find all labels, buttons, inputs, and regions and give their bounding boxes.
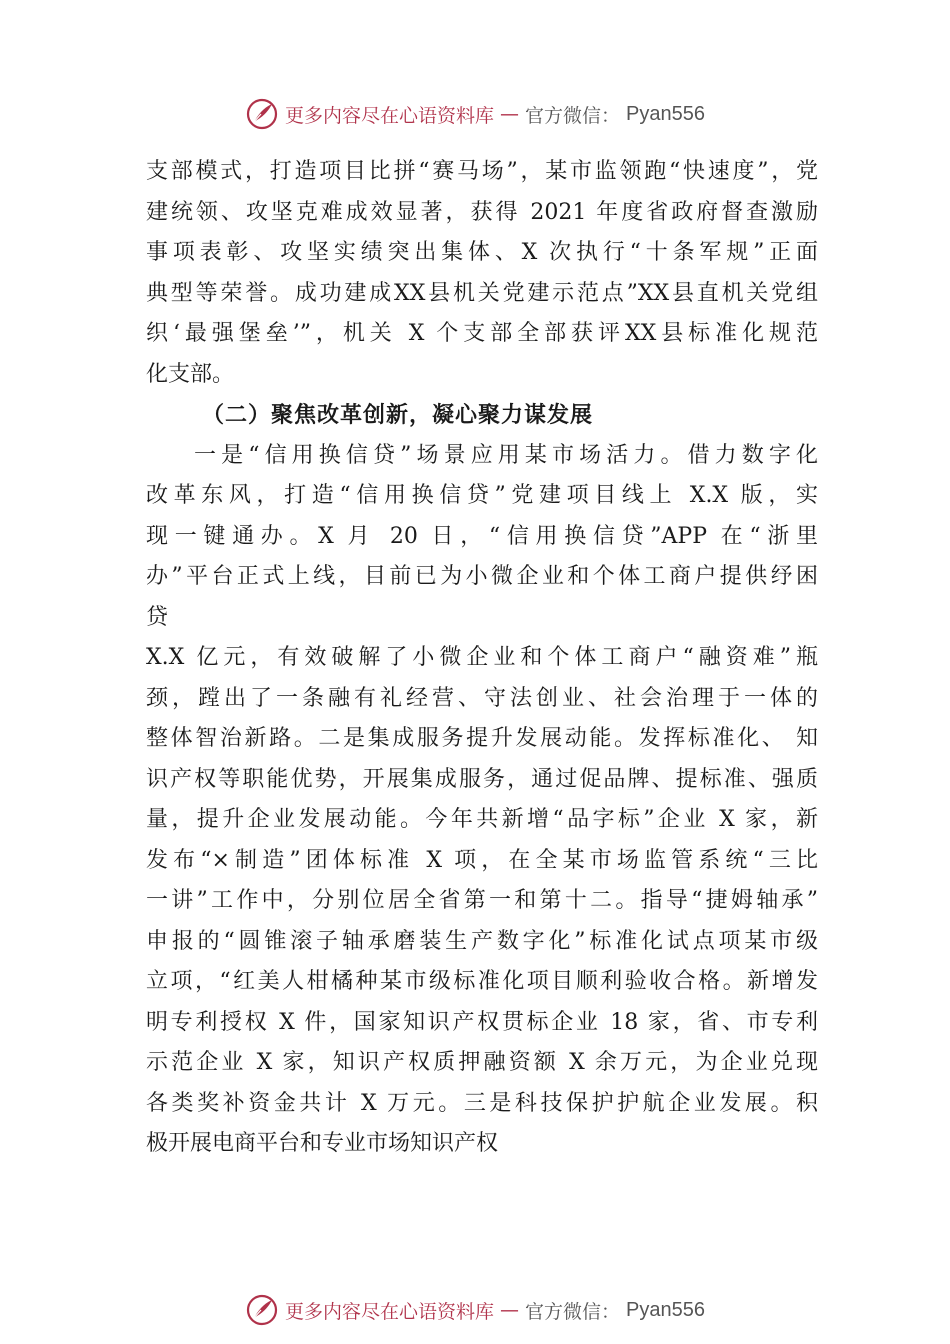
text-line: 示范企业 X 家，知识产权质押融资额 X 余万元，为企业兑现 [146,1050,818,1075]
text-line: 明专利授权 X 件，国家知识产权贯标企业 18 家，省、市专利 [146,1009,818,1035]
watermark-official-text: 官方微信： [525,1300,621,1323]
text-line: 极开展电商平台和专业市场知识产权 [146,1131,499,1156]
text-line: 一是“信用换信贷”场景应用某市场活力。借力数字化 [194,442,818,468]
watermark-wechat-id: Pyan556 [626,1298,705,1321]
text-line: 织‘最强堡垒’”，机关 X 个支部全部获评XX县标准化规范 [146,321,818,346]
watermark-site-text: 更多内容尽在心语资料库 [285,104,495,127]
text-line: 发布“×制造”团体标准 X 项，在全某市场监管系统“三比 [146,847,818,873]
text-line: X.X 亿元，有效破解了小微企业和个体工商户“融资难”瓶 [146,645,818,670]
text-line: 申报的“圆锥滚子轴承磨装生产数字化”标准化试点项某市级 [146,928,818,954]
quill-icon [245,97,279,131]
quill-icon [245,1293,279,1327]
watermark-separator: — [500,1299,520,1321]
footer-watermark [0,1290,950,1330]
text-line: 一讲”工作中，分别位居全省第一和第十二。指导“捷姆轴承” [146,888,818,913]
text-line: 典型等荣誉。成功建成XX县机关党建示范点”XX县直机关党组 [146,280,818,306]
section-heading: （二）聚焦改革创新，凝心聚力谋发展 [202,402,594,428]
watermark-site-text: 更多内容尽在心语资料库 [285,1300,495,1323]
text-line: 整体智治新路。二是集成服务提升发展动能。发挥标准化、 知 [146,726,818,751]
text-line: 事项表彰、攻坚实绩突出集体、X 次执行“十条军规”正面 [146,240,818,265]
watermark-wechat-id: Pyan556 [626,102,705,125]
text-line: 现一键通办。X 月 20 日，“信用换信贷”APP 在“浙里 [146,523,818,549]
text-line: 识产权等职能优势，开展集成服务，通过促品牌、提标准、强质 [146,766,818,792]
text-line: 建统领、攻坚克难成效显著，获得 2021 年度省政府督查激励 [146,199,818,225]
text-line: 支部模式，打造项目比拼“赛马场”，某市监领跑“快速度”，党 [146,159,818,184]
text-line: 化支部。 [146,361,235,387]
text-line: 颈，蹚出了一条融有礼经营、守法创业、社会治理于一体的 [146,685,818,711]
watermark-separator: — [500,103,520,125]
text-line: 量，提升企业发展动能。今年共新增“品字标”企业 X 家，新 [146,807,818,832]
text-line: 改革东风，打造“信用换信贷”党建项目线上 X.X 版，实 [146,483,818,508]
watermark-official-text: 官方微信： [525,104,621,127]
text-line: 各类奖补资金共计 X 万元。三是科技保护护航企业发展。积 [146,1090,818,1116]
header-watermark [0,94,950,134]
text-line: 立项，“红美人柑橘种某市级标准化项目顺利验收合格。新增发 [146,969,818,994]
text-line: 办”平台正式上线，目前已为小微企业和个体工商户提供纾困 [146,564,818,589]
document-body [146,152,818,1165]
text-line: 贷 [146,604,169,630]
